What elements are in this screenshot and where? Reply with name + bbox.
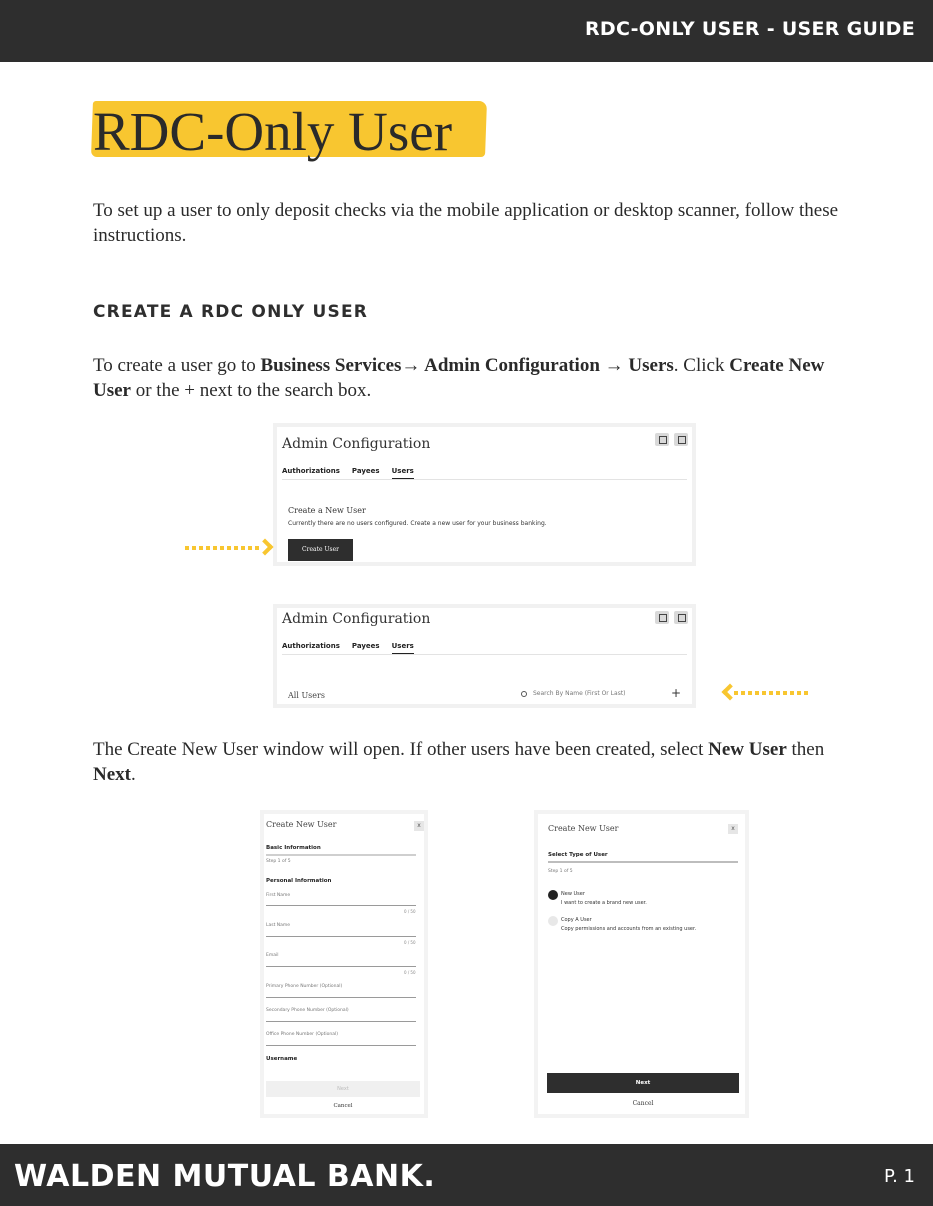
close-icon[interactable]: x (728, 824, 738, 834)
cancel-button[interactable]: Cancel (632, 1100, 654, 1107)
radio-copy-user[interactable] (548, 916, 558, 926)
email-field[interactable] (266, 966, 416, 967)
progress-bar (266, 854, 416, 856)
email-label: Email (266, 953, 279, 958)
new-user-label: New User (561, 891, 585, 897)
radio-new-user[interactable] (548, 890, 558, 900)
secondary-phone-label: Secondary Phone Number (Optional) (266, 1008, 349, 1013)
step2-paragraph: The Create New User window will open. If other users have been created, select New User then Next. (93, 739, 825, 785)
last-name-label: Last Name (266, 923, 291, 928)
arrow-left (720, 686, 810, 700)
empty-text: Currently there are no users configured. Create a new user for your business banking. (288, 520, 547, 527)
next-button[interactable]: Next (547, 1073, 739, 1093)
copy-icon[interactable] (655, 433, 669, 446)
tabs (282, 642, 414, 654)
tab-payees[interactable]: Payees (351, 642, 380, 650)
modal-select-type (534, 810, 749, 1118)
modal-title: Create New User (548, 824, 619, 833)
intro-paragraph: To set up a user to only deposit checks via the mobile application or desktop scanner, follow these instructions. (93, 200, 839, 246)
email-count: 0 / 50 (404, 970, 416, 975)
modal-title: Create New User (266, 820, 337, 829)
first-name-label: First Name (266, 893, 291, 898)
section-heading: CREATE A RDC ONLY USER (93, 302, 369, 322)
username-heading: Username (266, 1056, 298, 1062)
primary-phone-field[interactable] (266, 997, 416, 998)
bank-name: WALDEN MUTUAL BANK. (14, 1159, 436, 1194)
tab-divider (282, 654, 687, 655)
first-name-field[interactable] (266, 905, 416, 906)
secondary-phone-field[interactable] (266, 1021, 416, 1022)
window-icons (655, 611, 688, 624)
last-name-count: 0 / 50 (404, 940, 416, 945)
header-bar (0, 0, 933, 62)
basic-info-heading: Basic Information (266, 845, 321, 851)
tab-payees[interactable]: Payees (351, 467, 380, 475)
copy-user-label: Copy A User (561, 917, 592, 923)
screenshot-users-list (273, 604, 696, 708)
new-user-desc: I want to create a brand new user. (561, 900, 647, 906)
progress-bar (548, 861, 738, 863)
personal-info-heading: Personal Information (266, 878, 332, 884)
office-phone-field[interactable] (266, 1045, 416, 1046)
title-block (88, 98, 488, 160)
tab-users[interactable]: Users (392, 467, 414, 479)
arrow-right (185, 541, 275, 555)
tabs (282, 467, 414, 479)
step-label: Step 1 of 5 (266, 859, 291, 864)
add-user-button[interactable]: + (671, 686, 682, 700)
search-icon (521, 691, 527, 697)
all-users-label: All Users (288, 691, 325, 700)
modal-basic-info (260, 810, 428, 1118)
select-type-heading: Select Type of User (548, 852, 608, 858)
next-button[interactable]: Next (266, 1081, 420, 1097)
admin-config-title: Admin Configuration (282, 436, 431, 452)
window-icons (655, 433, 688, 446)
tab-divider (282, 479, 687, 480)
page-number: P. 1 (884, 1166, 915, 1187)
create-heading: Create a New User (288, 506, 366, 515)
close-icon[interactable]: x (414, 821, 424, 831)
search-box[interactable] (521, 690, 626, 697)
step1-paragraph: To create a user go to Business Services→ Admin Configuration → Users. Click Create New User or the + next to the search box. (93, 355, 825, 401)
primary-phone-label: Primary Phone Number (Optional) (266, 984, 343, 989)
create-user-button[interactable]: Create User (288, 539, 353, 561)
tab-users[interactable]: Users (392, 642, 414, 654)
office-phone-label: Office Phone Number (Optional) (266, 1032, 338, 1037)
print-icon[interactable] (674, 611, 688, 624)
tab-authorizations[interactable]: Authorizations (282, 642, 340, 650)
print-icon[interactable] (674, 433, 688, 446)
admin-config-title: Admin Configuration (282, 611, 431, 627)
search-input[interactable]: Search By Name (First Or Last) (533, 690, 626, 697)
step-label: Step 1 of 5 (548, 869, 573, 874)
tab-authorizations[interactable]: Authorizations (282, 467, 340, 475)
guide-title: RDC-ONLY USER - USER GUIDE (584, 18, 915, 40)
copy-user-desc: Copy permissions and accounts from an existing user. (561, 926, 697, 932)
footer-bar (0, 1144, 933, 1206)
first-name-count: 0 / 50 (404, 909, 416, 914)
last-name-field[interactable] (266, 936, 416, 937)
copy-icon[interactable] (655, 611, 669, 624)
page-title: RDC-Only User (93, 101, 453, 162)
screenshot-create-user (273, 423, 696, 566)
cancel-button[interactable]: Cancel (333, 1103, 353, 1109)
